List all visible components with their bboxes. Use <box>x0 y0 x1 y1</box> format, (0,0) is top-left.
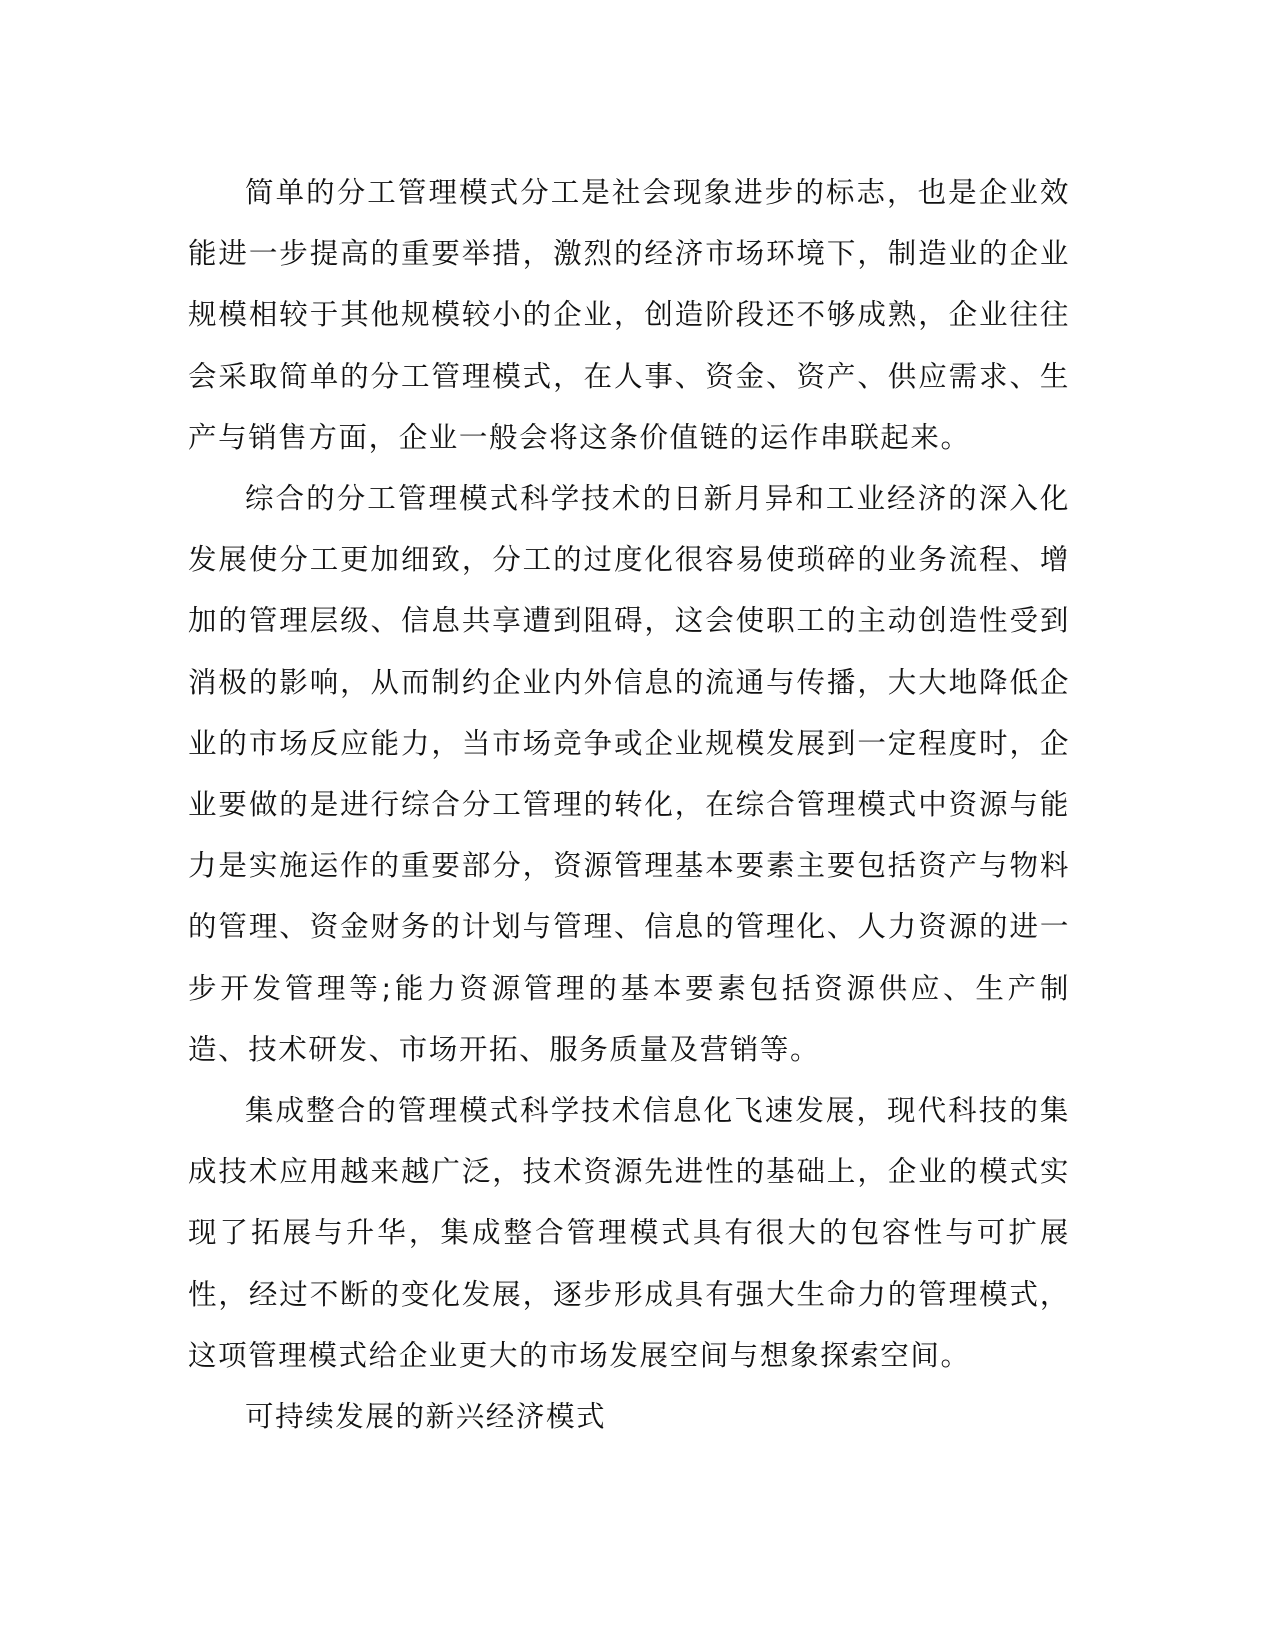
paragraph-comprehensive-division: 综合的分工管理模式科学技术的日新月异和工业经济的深入化发展使分工更加细致，分工的过度化很容易使琐碎的业务流程、增加的管理层级、信息共享遭到阻碍，这会使职工的主动创造性受到消极的影响，从而制约企业内外信息的流通与传播，大大地降低企业的市场反应能力，当市场竞争或企业规模发展到一定程度时，企业要做的是进行综合分工管理的转化，在综合管理模式中资源与能力是实施运作的重要部分，资源管理基本要素主要包括资产与物料的管理、资金财务的计划与管理、信息的管理化、人力资源的进一步开发管理等;能力资源管理的基本要素包括资源供应、生产制造、技术研发、市场开拓、服务质量及营销等。 <box>188 482 1070 1066</box>
section-heading-sustainable-economy: 可持续发展的新兴经济模式 <box>245 1400 607 1434</box>
paragraph-integrated-management: 集成整合的管理模式科学技术信息化飞速发展，现代科技的集成技术应用越来越广泛，技术资源先进性的基础上，企业的模式实现了拓展与升华，集成整合管理模式具有很大的包容性与可扩展性，经过不断的变化发展，逐步形成具有强大生命力的管理模式，这项管理模式给企业更大的市场发展空间与想象探索空间。 <box>188 1094 1070 1372</box>
document-body <box>188 162 1070 1447</box>
paragraph-simple-division: 简单的分工管理模式分工是社会现象进步的标志，也是企业效能进一步提高的重要举措，激烈的经济市场环境下，制造业的企业规模相较于其他规模较小的企业，创造阶段还不够成熟，企业往往会采取简单的分工管理模式，在人事、资金、资产、供应需求、生产与销售方面，企业一般会将这条价值链的运作串联起来。 <box>188 176 1070 454</box>
